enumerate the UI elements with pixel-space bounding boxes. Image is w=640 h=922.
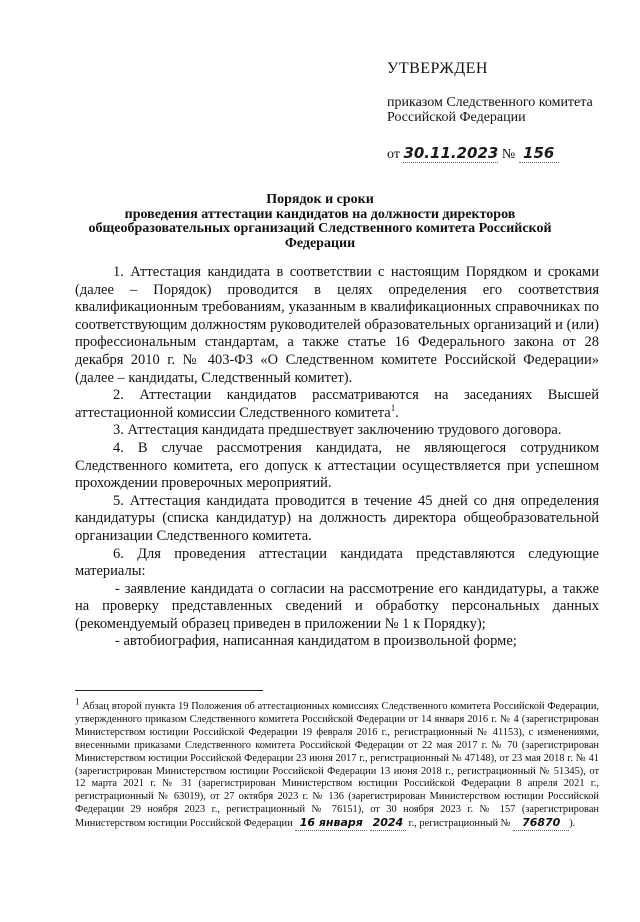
footnote-text [75, 696, 599, 831]
footnote-closing: ). [569, 818, 576, 830]
number-prefix: № [501, 147, 516, 162]
footnote-marker: 1 [75, 696, 80, 707]
footnote [75, 696, 599, 831]
list-item-application: - заявление кандидата о согласии на рассмотрение его кандидатуры, а также на проверку представленных сведений и обработку персональных данных (рекомендуемый образец приведен в приложении № 1 к Порядку); [75, 580, 599, 632]
approved-title: УТВЕРЖДЕН [387, 60, 488, 77]
document-body [75, 264, 599, 651]
paragraph-2-text: 2. Аттестации кандидатов рассматриваются на заседаниях Высшей аттестационной комиссии Следственного комитета [75, 387, 599, 421]
handwritten-date: 30.11.2023 [403, 144, 499, 162]
footnote-main-text: Абзац второй пункта 19 Положения об аттестационных комиссиях Следственного комитета Российской Федерации, утвержденного приказом Следственного комитета Российской Федерации от 14 января 2016 г. № 4 (зарегистрирован Министерством юстиции Российской Федерации 19 февраля 2016 г., регистрационный № 41153), с изменениями, внесенными приказами Следственного комитета Российской Федерации от 22 мая 2017 г. № 70 (зарегистрирован Министерством юстиции Российской Федерации 23 июня 2017 г., регистрационный № 47148), от 23 мая 2018 г. № 41 (зарегистрирован Министерством юстиции Российской Федерации 13 июня 2018 г., регистрационный № 51345), от 12 марта 2021 г. № 31 (зарегистрирован Министерством юстиции Российской Федерации 8 апреля 2021 г., регистрационный № 63019), от 27 октября 2023 г. № 136 (зарегистрирован Министерством юстиции Российской Федерации 29 ноября 2023 г., регистрационный № 76151), от 30 ноября 2023 г. № 157 (зарегистрирован Министерством юстиции Российской Федерации [75, 701, 599, 830]
handwritten-registration-number: 76870 [513, 817, 569, 831]
title-line-1: Порядок и сроки [266, 192, 374, 207]
footnote-reference: 1 [390, 402, 396, 413]
paragraph-6: 6. Для проведения аттестации кандидата представляются следующие материалы: [75, 545, 599, 580]
footnote-divider [75, 690, 263, 691]
paragraph-2 [75, 387, 599, 422]
title-line-4: Федерации [284, 235, 356, 251]
paragraph-3: 3. Аттестация кандидата предшествует заключению трудового договора. [113, 422, 562, 439]
paragraph-2-end: . [395, 404, 399, 421]
paragraph-5: 5. Аттестация кандидата проводится в течение 45 дней со дня определения кандидатуры (списка кандидатур) на должность директора общеобразовательной организации Следственного комитета. [75, 492, 599, 544]
paragraph-1: 1. Аттестация кандидата в соответствии с настоящим Порядком и сроками (далее – Порядок) проводится в целях определения его соответствия квалификационным требованиям, указанным в квалификационных справочниках по соответствующим должностям руководителей образовательных организаций и (или) профессиональным стандартам, а также статье 16 Федерального закона от 28 декабря 2010 г. № 403-ФЗ «О Следственном комитете Российской Федерации» (далее – кандидаты, Следственный комитет). [75, 264, 599, 386]
document-title [60, 193, 580, 251]
date-prefix: от [387, 147, 400, 162]
handwritten-registration-year: 2024 [370, 817, 406, 831]
handwritten-order-number: 156 [519, 144, 559, 163]
list-item-autobiography: - автобиография, написанная кандидатом в произвольной форме; [115, 633, 517, 650]
paragraph-4: 4. В случае рассмотрения кандидата, не являющегося сотрудником Следственного комитета, его допуск к аттестации осуществляется при успешном прохождении проверочных мероприятий. [75, 439, 599, 492]
title-line-2: проведения аттестации кандидатов на должности директоров [124, 206, 516, 222]
footnote-year-suffix: г., регистрационный № [408, 818, 511, 830]
approval-order-text: приказом Следственного комитета Российской Федерации [387, 95, 593, 125]
handwritten-registration-date: 16 января [295, 817, 367, 831]
approval-reference-line [387, 144, 627, 163]
title-line-3: общеобразовательных организаций Следственного комитета Российской [88, 221, 552, 236]
approval-stamp [387, 60, 627, 162]
